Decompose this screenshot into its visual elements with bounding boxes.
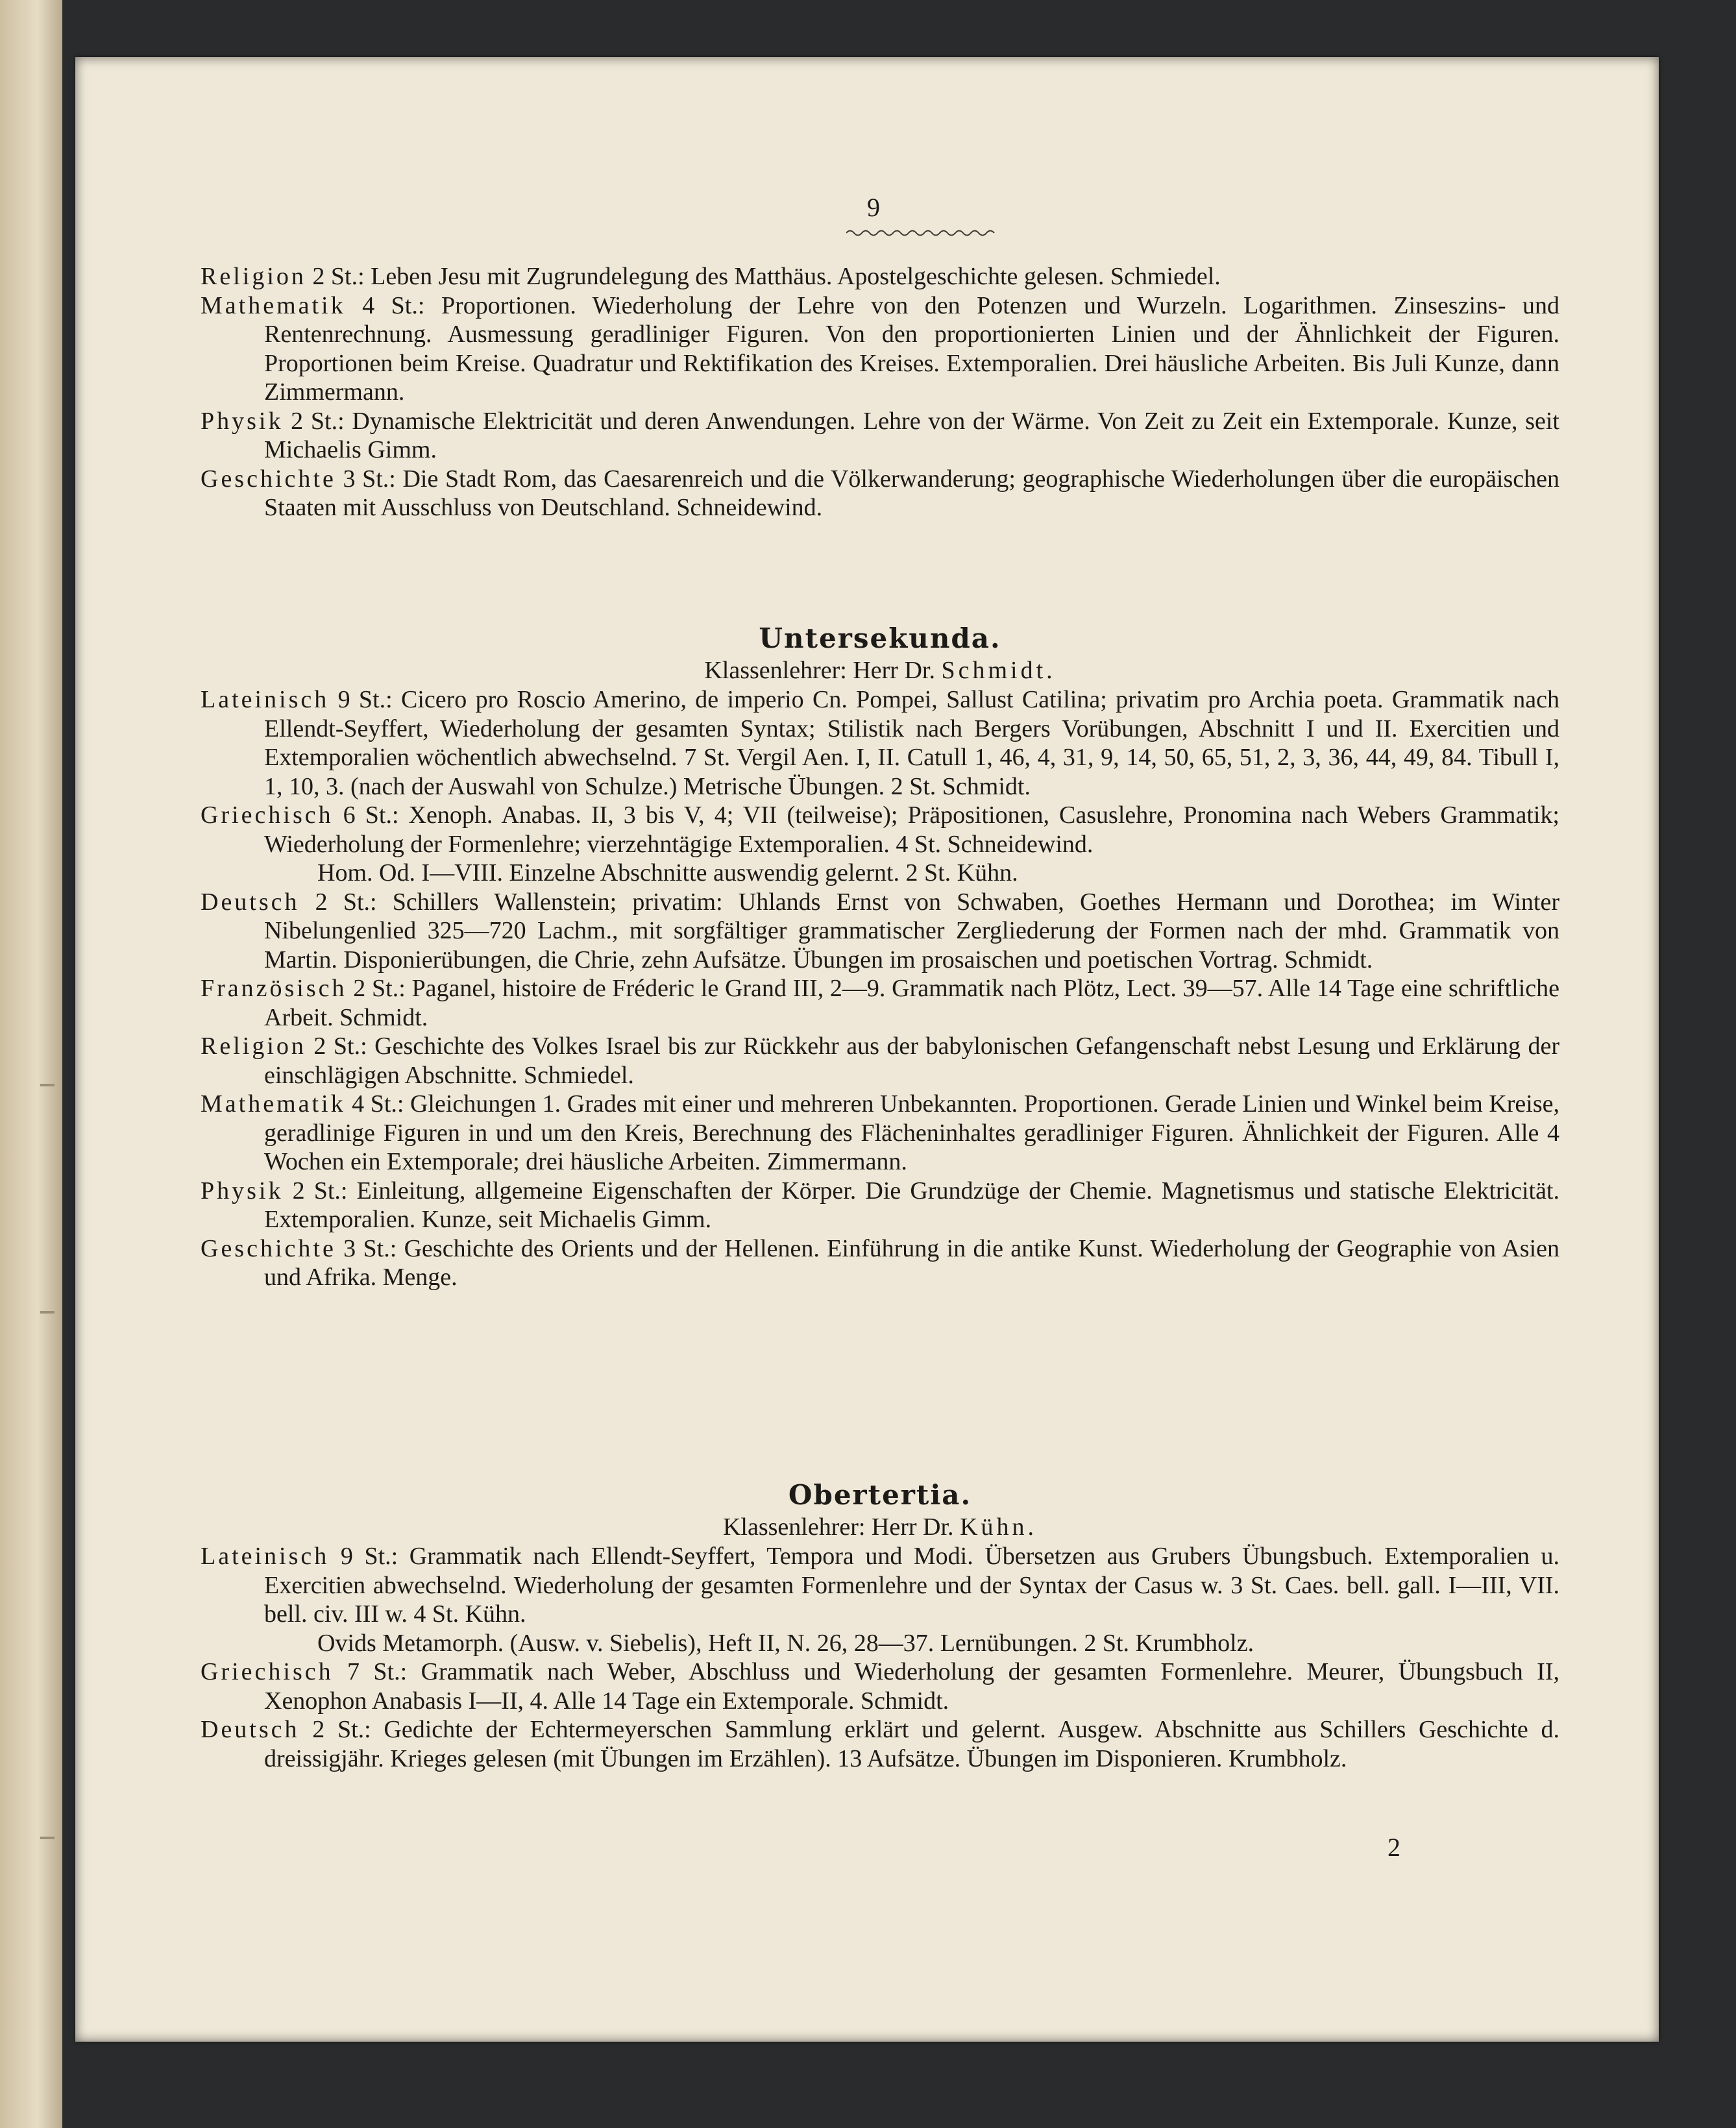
- obertertia-section: [201, 1478, 1559, 1773]
- untersekunda-section: [201, 622, 1559, 1292]
- wavy-rule: [846, 227, 996, 239]
- signature-mark: 2: [1388, 1833, 1400, 1862]
- subject-name: Deutsch: [201, 888, 300, 916]
- section-title: Obertertia.: [788, 1479, 972, 1511]
- subject-name: Lateinisch: [201, 686, 330, 713]
- class-teacher: [201, 655, 1559, 685]
- subject-entry-continued: [201, 1629, 1559, 1658]
- page-number: 9: [867, 193, 880, 222]
- entry-text: 2 St.: Dynamische Elektricität und deren Anwendungen. Lehre von der Wärme. Von Zeit zu Zeit ein Extemporale. Kunze, seit Michaelis Gimm.: [264, 407, 1559, 463]
- subject-name: Geschichte: [201, 1234, 336, 1262]
- section-title: Untersekunda.: [759, 622, 1001, 654]
- subject-entry: [201, 974, 1559, 1032]
- entry-text: 2 St.: Leben Jesu mit Zugrundelegung des Matthäus. Apostelgeschichte gelesen. Schmiedel.: [306, 263, 1221, 290]
- subject-entry: [201, 465, 1559, 522]
- subject-entry: [201, 1234, 1559, 1292]
- subject-name: Griechisch: [201, 1658, 334, 1685]
- class-teacher-label: Klassenlehrer: Herr Dr.: [704, 657, 935, 684]
- class-teacher-name: Schmidt.: [941, 657, 1056, 684]
- subject-entry: [201, 801, 1559, 859]
- entry-text: 4 St.: Gleichungen 1. Grades mit einer und mehreren Unbekannten. Proportionen. Gerade Linien und Winkel beim Kreise, geradlinige Figuren in und um den Kreis, Berechnung des Flächeninhaltes geradliniger Figuren. Ähnlichkeit der Figuren. Alle 4 Wochen ein Extemporale; drei häusliche Arbeiten. Zimmermann.: [264, 1090, 1559, 1175]
- subject-name: Physik: [201, 407, 284, 435]
- class-teacher-label: Klassenlehrer: Herr Dr.: [722, 1513, 954, 1541]
- entry-text: 2 St.: Gedichte der Echtermeyerschen Sammlung erklärt und gelernt. Ausgew. Abschnitte aus Schillers Geschichte d. dreissigjähr. Krieges gelesen (mit Übungen im Erzählen). 13 Aufsätze. Übungen im Disponieren. Krumbholz.: [264, 1716, 1559, 1772]
- subject-entry: [201, 1032, 1559, 1090]
- subject-name: Mathematik: [201, 291, 346, 319]
- subject-name: Mathematik: [201, 1090, 346, 1118]
- entry-text: 3 St.: Die Stadt Rom, das Caesarenreich und die Völkerwanderung; geographische Wiederholungen über die europäischen Staaten mit Ausschluss von Deutschland. Schneidewind.: [264, 465, 1559, 521]
- entry-text: 7 St.: Grammatik nach Weber, Abschluss und Wiederholung der gesamten Formenlehre. Meurer, Übungsbuch II, Xenophon Anabasis I—II, 4. Alle 14 Tage ein Extemporale. Schmidt.: [264, 1658, 1559, 1715]
- subject-name: Religion: [201, 263, 306, 290]
- subject-entry: [201, 1177, 1559, 1234]
- entry-text: 3 St.: Geschichte des Orients und der Hellenen. Einführung in die antike Kunst. Wiederholung der Geographie von Asien und Afrika. Menge.: [264, 1234, 1559, 1291]
- margin-mark: [40, 1084, 55, 1086]
- subject-name: Physik: [201, 1177, 284, 1205]
- subject-name: Deutsch: [201, 1716, 300, 1743]
- margin-mark: [40, 1311, 55, 1314]
- subject-name: Französisch: [201, 975, 347, 1002]
- entry-text: 2 St.: Einleitung, allgemeine Eigenschaften der Körper. Die Grundzüge der Chemie. Magnetismus und statische Elektricität. Extemporalien. Kunze, seit Michaelis Gimm.: [264, 1177, 1559, 1233]
- subject-entry: [201, 407, 1559, 465]
- class-teacher: [201, 1512, 1559, 1542]
- subject-name: Geschichte: [201, 465, 336, 493]
- entry-text: Hom. Od. I—VIII. Einzelne Abschnitte auswendig gelernt. 2 St. Kühn.: [317, 859, 1018, 887]
- subject-entry: [201, 685, 1559, 801]
- entry-text: Ovids Metamorph. (Ausw. v. Siebelis), Heft II, N. 26, 28—37. Lernübungen. 2 St. Krumbholz.: [317, 1629, 1254, 1657]
- entry-text: 2 St.: Geschichte des Volkes Israel bis zur Rückkehr aus der babylonischen Gefangenschaft nebst Lesung und Erklärung der einschlägigen Abschnitte. Schmiedel.: [264, 1033, 1559, 1089]
- entry-text: 2 St.: Schillers Wallenstein; privatim: Uhlands Ernst von Schwaben, Goethes Hermann und Dorothea; im Winter Nibelungenlied 325—720 Lachm., mit sorgfältiger grammatischer Zergliederung der Formen nach der mhd. Grammatik von Martin. Disponierübungen, die Chrie, zehn Aufsätze. Übungen im prosaischen und poetischen Vortrag. Schmidt.: [264, 888, 1559, 973]
- margin-mark: [40, 1837, 55, 1839]
- previous-page-edge: [0, 0, 62, 2128]
- subject-entry: [201, 888, 1559, 975]
- subject-entry: [201, 1542, 1559, 1629]
- class-teacher-name: Kühn.: [960, 1513, 1038, 1541]
- subject-entry: [201, 262, 1559, 291]
- subject-entry: [201, 1715, 1559, 1773]
- entry-text: 2 St.: Paganel, histoire de Fréderic le Grand III, 2—9. Grammatik nach Plötz, Lect. 39—57. Alle 14 Tage eine schriftliche Arbeit. Schmidt.: [264, 975, 1559, 1031]
- subject-entry: [201, 1090, 1559, 1177]
- top-section: [201, 262, 1559, 522]
- document-page: [75, 57, 1659, 2042]
- subject-entry: [201, 1657, 1559, 1715]
- entry-text: 6 St.: Xenoph. Anabas. II, 3 bis V, 4; VII (teilweise); Präpositionen, Casuslehre, Pronomina nach Webers Grammatik; Wiederholung der Formenlehre; vierzehntägige Extemporalien. 4 St. Schneidewind.: [264, 801, 1559, 858]
- subject-entry: [201, 291, 1559, 407]
- entry-text: 9 St.: Grammatik nach Ellendt-Seyffert, Tempora und Modi. Übersetzen aus Grubers Übungsbuch. Extemporalien u. Exercitien abwechselnd. Wiederholung der gesamten Formenlehre und der Syntax der Casus w. 3 St. Caes. bell. gall. I—III, VII. bell. civ. III w. 4 St. Kühn.: [264, 1543, 1559, 1628]
- subject-name: Lateinisch: [201, 1543, 330, 1570]
- subject-name: Religion: [201, 1033, 306, 1060]
- subject-name: Griechisch: [201, 801, 334, 829]
- subject-entry-continued: [201, 859, 1559, 888]
- entry-text: 4 St.: Proportionen. Wiederholung der Lehre von den Potenzen und Wurzeln. Logarithmen. Zinseszins- und Rentenrechnung. Ausmessung geradliniger Figuren. Von den proportionierten Linien und der Ähnlichkeit der Figuren. Proportionen beim Kreise. Quadratur und Rektifikation des Kreises. Extemporalien. Drei häusliche Arbeiten. Bis Juli Kunze, dann Zimmermann.: [264, 291, 1559, 406]
- entry-text: 9 St.: Cicero pro Roscio Amerino, de imperio Cn. Pompei, Sallust Catilina; privatim pro Archia poeta. Grammatik nach Ellendt-Seyffert, Wiederholung der gesamten Syntax; Stilistik nach Bergers Vorübungen, Abschnitt I und II. Exercitien und Extemporalien wöchentlich abwechselnd. 7 St. Vergil Aen. I, II. Catull 1, 46, 4, 31, 9, 14, 50, 65, 51, 2, 3, 36, 44, 49, 84. Tibull I, 1, 10, 3. (nach der Auswahl von Schulze.) Metrische Übungen. 2 St. Schmidt.: [264, 686, 1559, 800]
